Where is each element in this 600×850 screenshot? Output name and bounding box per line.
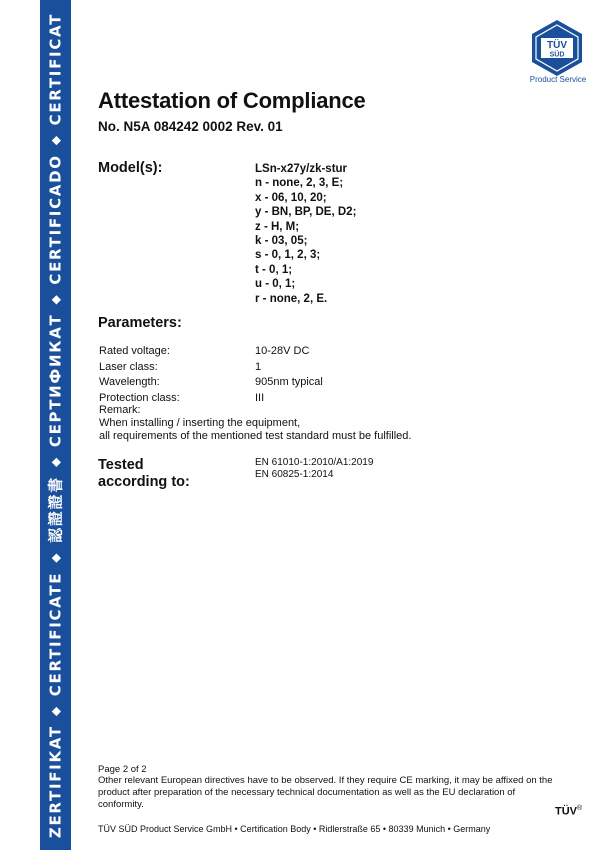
model-line: LSn-x27y/zk-stur — [255, 163, 348, 175]
tested-label-line: according to: — [98, 474, 190, 490]
remark-line: When installing / inserting the equipment, — [99, 416, 301, 429]
side-word: CERTIFICATE — [46, 571, 64, 697]
tested-label — [98, 457, 190, 491]
parameters-label: Parameters: — [98, 315, 182, 331]
model-line: r - none, 2, E. — [255, 292, 328, 305]
remark-line: Remark: — [99, 404, 141, 416]
remark-line: all requirements of the mentioned test standard must be fulfilled. — [99, 429, 412, 442]
registered-icon: ® — [577, 805, 583, 812]
model-line: k - 03, 05; — [255, 235, 308, 248]
standard-item: EN 61010-1:2010/A1:2019 — [255, 457, 374, 468]
diamond-icon: ◆ — [48, 705, 62, 717]
side-band-text — [40, 12, 71, 839]
side-word: CERTIFICAT — [46, 12, 64, 126]
parameter-value: 905nm typical — [255, 376, 323, 389]
parameter-value: III — [255, 391, 265, 404]
remark-block — [99, 404, 411, 442]
side-word: CERTIFICADO — [46, 154, 64, 285]
logo-sub: SÜD — [549, 51, 565, 59]
side-word: ZERTIFIKAT — [46, 725, 64, 839]
model-line: u - 0, 1; — [255, 278, 296, 291]
parameter-value: 10-28V DC — [255, 345, 310, 357]
model-line: y - BN, BP, DE, D2; — [255, 206, 357, 219]
parameter-row — [99, 360, 429, 376]
logo-mark: TÜV — [547, 40, 567, 51]
parameter-row — [99, 375, 429, 391]
side-word: 認證證書 — [46, 476, 65, 543]
model-line: x - 06, 10, 20; — [255, 191, 327, 204]
footer-address: TÜV SÜD Product Service GmbH • Certification Body • Ridlerstraße 65 • 80339 Munich • Germany — [98, 824, 491, 834]
models-list — [255, 162, 356, 306]
diamond-icon: ◆ — [48, 456, 62, 468]
diamond-icon: ◆ — [48, 551, 62, 563]
parameter-key: Protection class: — [99, 391, 180, 404]
parameter-key: Wavelength: — [99, 376, 160, 389]
page-number: Page 2 of 2 — [98, 764, 147, 775]
parameter-value: 1 — [255, 360, 262, 373]
parameter-row — [99, 344, 429, 360]
tested-label-line: Tested — [98, 457, 144, 473]
diamond-icon: ◆ — [48, 293, 62, 305]
model-line: t - 0, 1; — [255, 263, 293, 276]
standard-item: EN 60825-1:2014 — [255, 469, 334, 480]
model-line: n - none, 2, 3, E; — [255, 177, 344, 190]
parameter-key: Rated voltage: — [99, 345, 170, 357]
parameters-table — [99, 344, 429, 406]
certificate-number: No. N5A 084242 0002 Rev. 01 — [98, 119, 283, 134]
tuv-mark-text: TÜV — [555, 805, 577, 818]
model-line: s - 0, 1, 2, 3; — [255, 249, 321, 262]
logo-caption: Product Service — [529, 75, 587, 84]
side-word: СЕРТИФИКАТ — [46, 313, 64, 448]
standards-list — [255, 457, 373, 481]
model-line: z - H, M; — [255, 220, 300, 233]
footer-note: Other relevant European directives have to be observed. If they require CE marking, it may be affixed on the product after preparation of the necessary technical documentation as well as the EU declaration of conformity. — [98, 775, 553, 810]
models-label: Model(s): — [98, 160, 163, 176]
page-title: Attestation of Compliance — [98, 88, 366, 113]
parameter-key: Laser class: — [99, 360, 158, 373]
tuv-mark — [555, 805, 582, 818]
diamond-icon: ◆ — [48, 134, 62, 146]
